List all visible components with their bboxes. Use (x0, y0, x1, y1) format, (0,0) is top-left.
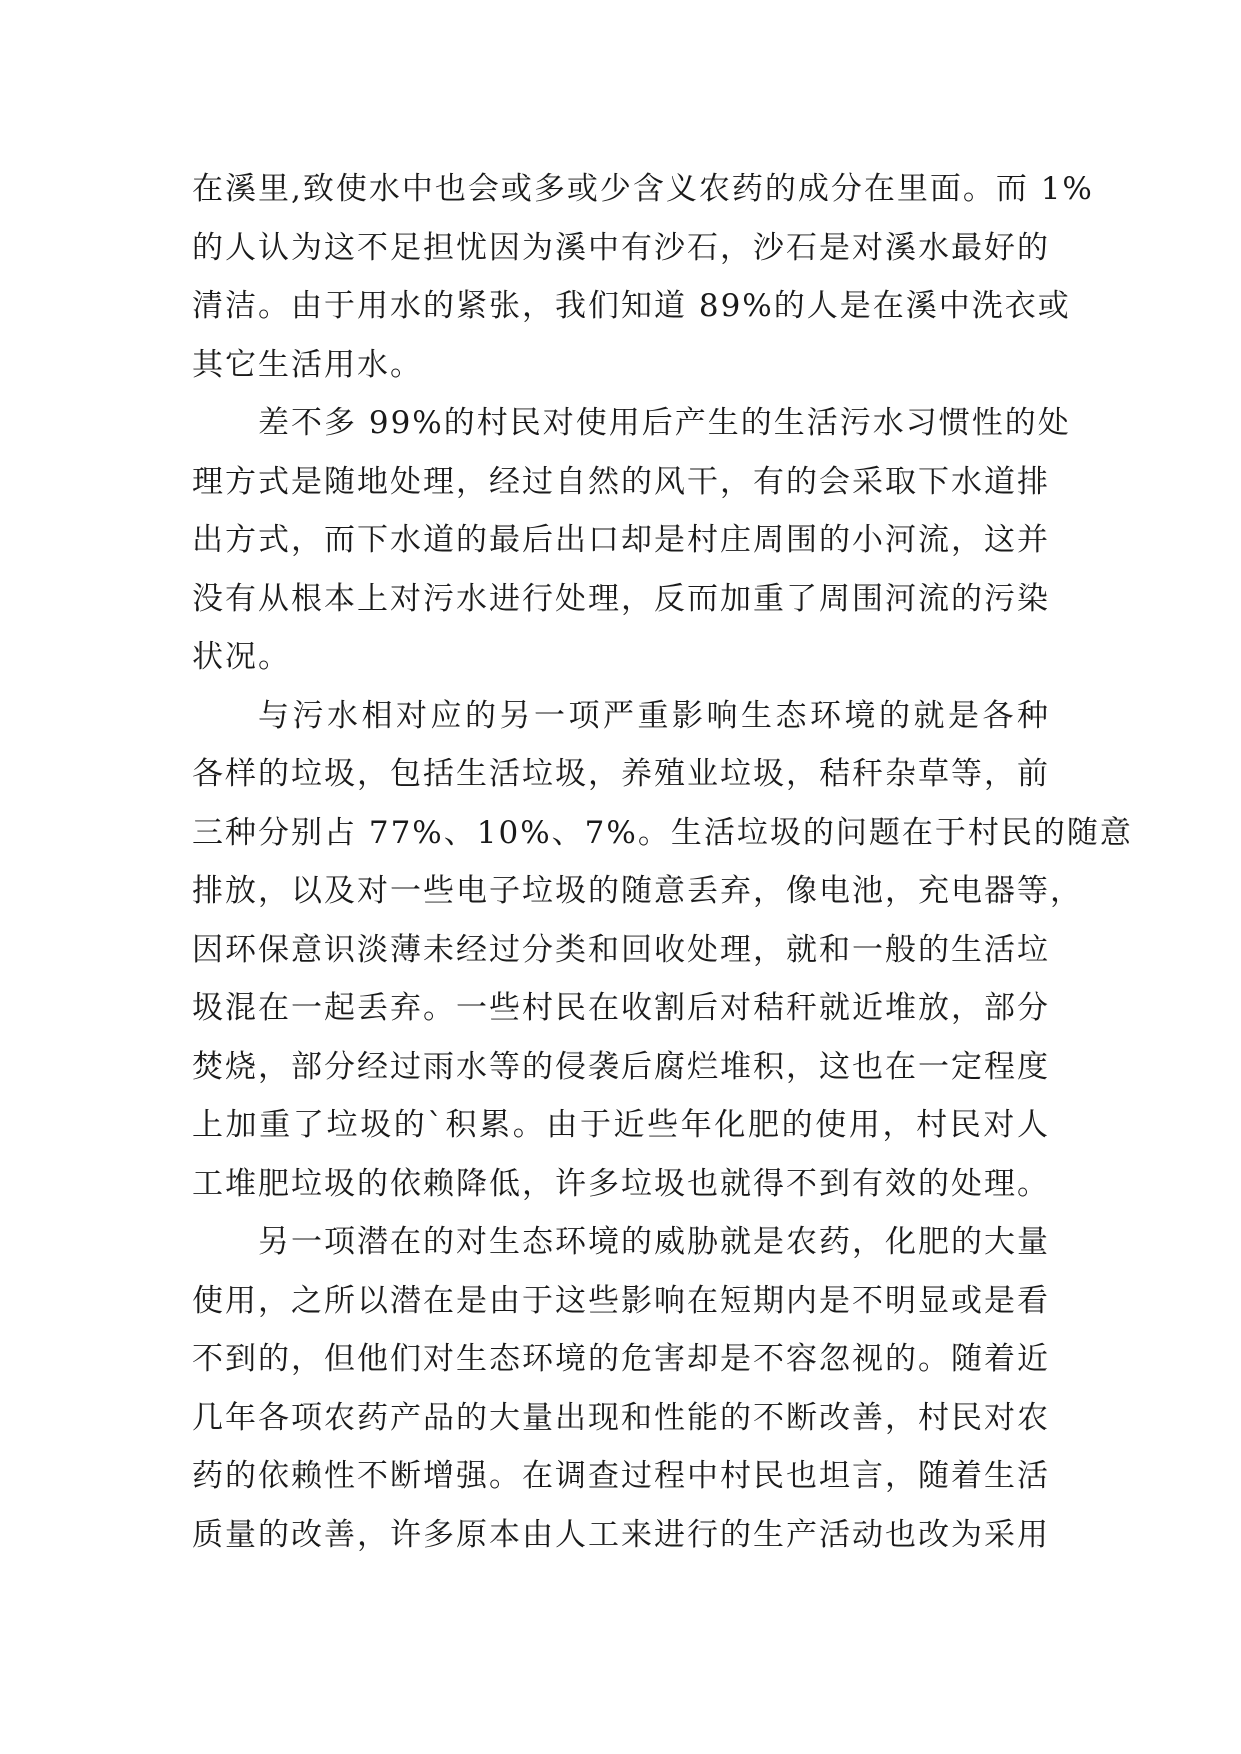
text-line: 其它生活用水。 (192, 346, 423, 383)
text-line: 上加重了垃圾的`积累。由于近些年化肥的使用，村民对人 (192, 1107, 1050, 1143)
text-line: 状况。 (192, 639, 291, 675)
text-line: 质量的改善，许多原本由人工来进行的生产活动也改为采用 (192, 1516, 1050, 1553)
text-line: 三种分别占 77%、10%、7%。生活垃圾的问题在于村民的随意 (192, 814, 1133, 851)
text-line: 清洁。由于用水的紧张，我们知道 89%的人是在溪中洗衣或 (192, 288, 1071, 324)
text-line: 在溪里,致使水中也会或多或少含义农药的成分在里面。而 1% (192, 171, 1094, 207)
text-line: 几年各项农药产品的大量出现和性能的不断改善，村民对农 (192, 1399, 1050, 1436)
text-line: 不到的，但他们对生态环境的危害却是不容忽视的。随着近 (192, 1341, 1050, 1377)
text-line: 工堆肥垃圾的依赖降低，许多垃圾也就得不到有效的处理。 (192, 1165, 1050, 1202)
text-line: 与污水相对应的另一项严重影响生态环境的就是各种 (258, 697, 1050, 734)
text-line: 理方式是随地处理，经过自然的风干，有的会采取下水道排 (192, 463, 1050, 500)
text-line: 排放，以及对一些电子垃圾的随意丢弃，像电池，充电器等， (192, 873, 1083, 909)
text-line: 药的依赖性不断增强。在调查过程中村民也坦言，随着生活 (192, 1458, 1050, 1494)
text-line: 没有从根本上对污水进行处理，反而加重了周围河流的污染 (192, 580, 1050, 617)
text-line: 出方式，而下水道的最后出口却是村庄周围的小河流，这并 (192, 522, 1050, 558)
text-line: 使用，之所以潜在是由于这些影响在短期内是不明显或是看 (192, 1282, 1050, 1319)
paragraph (192, 394, 1071, 687)
text-line: 焚烧，部分经过雨水等的侵袭后腐烂堆积，这也在一定程度 (192, 1048, 1050, 1085)
paragraph (192, 687, 1133, 1214)
paragraph (192, 1213, 1050, 1564)
text-line: 因环保意识淡薄未经过分类和回收处理，就和一般的生活垃 (192, 931, 1050, 968)
text-line: 圾混在一起丢弃。一些村民在收割后对秸秆就近堆放，部分 (192, 990, 1050, 1026)
text-line: 另一项潜在的对生态环境的威胁就是农药，化肥的大量 (258, 1224, 1050, 1260)
paragraph (192, 160, 1094, 394)
text-line: 各样的垃圾，包括生活垃圾，养殖业垃圾，秸秆杂草等，前 (192, 756, 1050, 792)
body-text (192, 160, 1133, 1564)
text-line: 差不多 99%的村民对使用后产生的生活污水习惯性的处 (258, 405, 1071, 441)
text-line: 的人认为这不足担忧因为溪中有沙石，沙石是对溪水最好的 (192, 229, 1050, 266)
